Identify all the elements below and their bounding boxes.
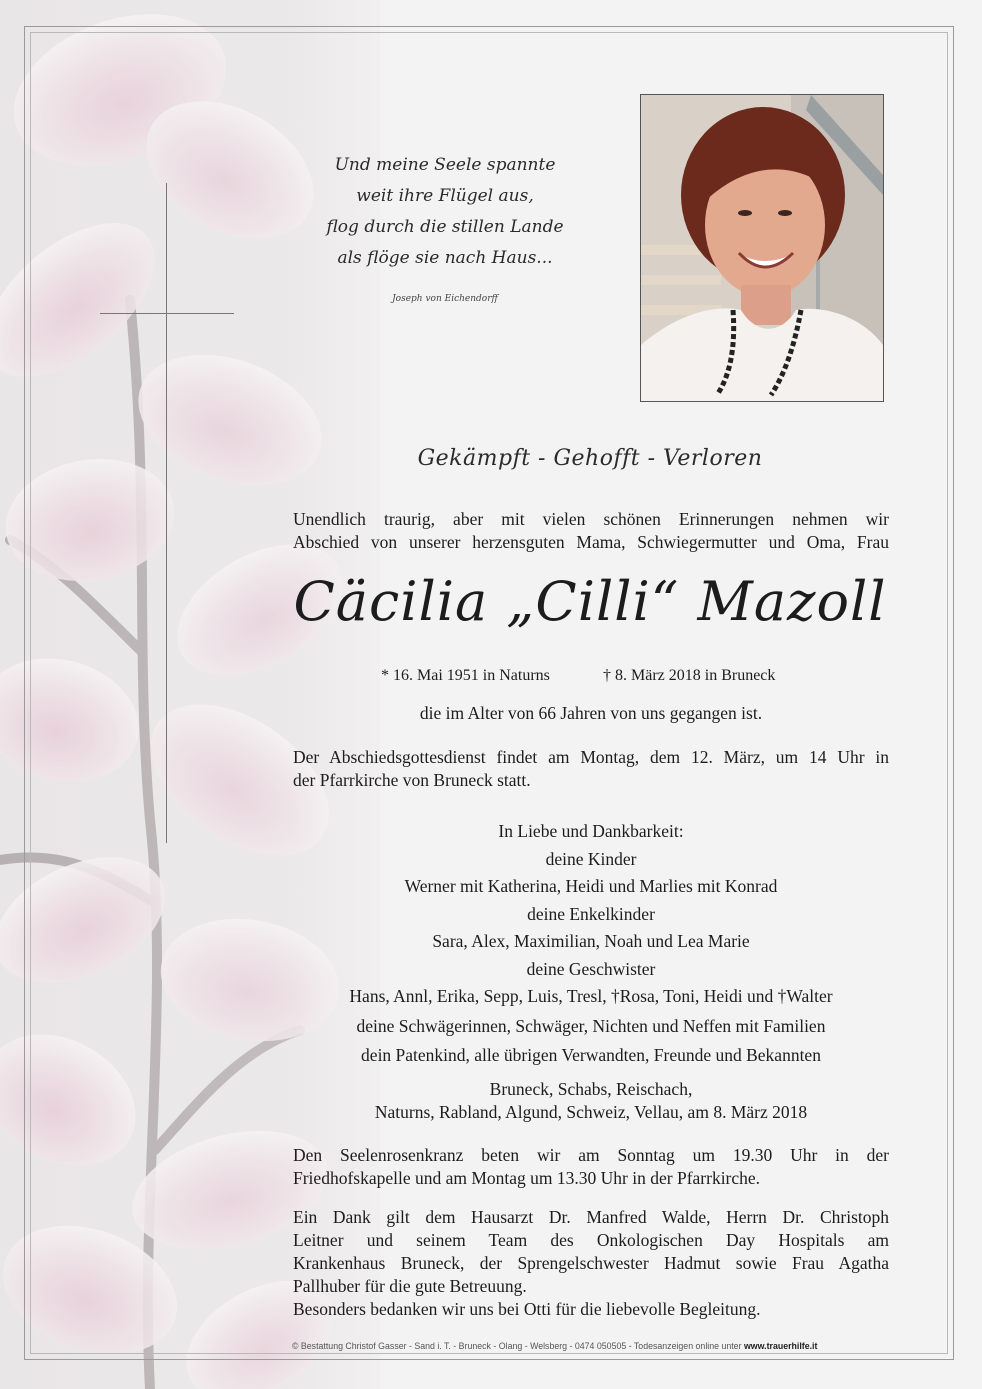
poem-line: flog durch die stillen Lande	[326, 217, 564, 237]
thanks-paragraph	[293, 1206, 889, 1321]
cross-vertical-line	[166, 183, 167, 843]
mourners-line: deine Schwägerinnen, Schwäger, Nichten und Neffen mit Familien	[356, 1015, 826, 1036]
thanks-line: Pallhuber für die gute Betreuung.	[293, 1276, 527, 1296]
footer-link[interactable]: www.trauerhilfe.it	[743, 1341, 818, 1351]
mourners-line: Sara, Alex, Maximilian, Noah und Lea Marie	[432, 931, 750, 951]
portrait-photo	[640, 94, 884, 402]
rosary-line: Den Seelenrosenkranz beten wir am Sonntag um 19.30 Uhr in der	[293, 1145, 889, 1165]
rosary-paragraph	[293, 1144, 889, 1190]
service-line: der Pfarrkirche von Bruneck statt.	[293, 770, 531, 790]
mourners-line: In Liebe und Dankbarkeit:	[498, 821, 684, 841]
mourners-line: deine Enkelkinder	[527, 903, 655, 924]
poem-line: als flöge sie nach Haus...	[337, 248, 553, 268]
intro-paragraph	[293, 508, 889, 554]
thanks-line: Besonders bedanken wir uns bei Otti für die liebevolle Begleitung.	[293, 1299, 761, 1319]
intro-line: Abschied von unserer herzensguten Mama, Schwiegermutter und Oma, Frau	[293, 532, 889, 552]
birth-date: * 16. Mai 1951 in Naturns	[381, 667, 550, 684]
poem-line: Und meine Seele spannte	[334, 155, 556, 175]
mourners-list	[293, 818, 889, 1070]
mourners-line: deine Geschwister	[526, 958, 656, 979]
mourners-line: dein Patenkind, alle übrigen Verwandten, Freunde und Bekannten	[361, 1045, 821, 1065]
thanks-line: Krankenhaus Bruneck, der Sprengelschwester Hadmut sowie Frau Agatha	[293, 1253, 889, 1273]
age-line: die im Alter von 66 Jahren von uns gegangen ist.	[419, 703, 763, 723]
rosary-line: Friedhofskapelle und am Montag um 13.30 Uhr in der Pfarrkirche.	[293, 1168, 761, 1188]
mourners-line: Werner mit Katherina, Heidi und Marlies mit Konrad	[404, 876, 778, 896]
death-date: † 8. März 2018 in Bruneck	[603, 667, 776, 684]
mourners-line: Hans, Annl, Erika, Sepp, Luis, Tresl, †Rosa, Toni, Heidi und †Walter	[349, 986, 833, 1006]
service-line: Der Abschiedsgottesdienst findet am Montag, dem 12. März, um 14 Uhr in	[293, 747, 889, 767]
thanks-line: Ein Dank gilt dem Hausarzt Dr. Manfred Walde, Herrn Dr. Christoph	[293, 1207, 889, 1227]
place-date-line: Naturns, Rabland, Algund, Schweiz, Vellau, am 8. März 2018	[374, 1102, 808, 1122]
intro-line: Unendlich traurig, aber mit vielen schönen Erinnerungen nehmen wir	[293, 509, 889, 529]
place-date	[293, 1078, 889, 1124]
mourners-line: deine Kinder	[545, 848, 637, 869]
poem-author: Joseph von Eichendorff	[392, 294, 498, 304]
place-date-line: Bruneck, Schabs, Reischach,	[489, 1079, 693, 1099]
motto: Gekämpft - Gehofft - Verloren	[417, 446, 763, 471]
thanks-line: Leitner und seinem Team des Onkologischen Day Hospitals am	[293, 1230, 889, 1250]
deceased-name: Cäcilia „Cilli“ Mazoll	[293, 570, 887, 633]
poem	[300, 150, 590, 274]
poem-line: weit ihre Flügel aus,	[356, 186, 534, 206]
service-paragraph	[293, 746, 889, 792]
cross-horizontal-line	[100, 313, 234, 314]
footer-text: © Bestattung Christof Gasser - Sand i. T. - Bruneck - Olang - Welsberg - 0474 050505 - Todesanzeigen online unter	[292, 1341, 744, 1351]
footer	[292, 1341, 952, 1351]
